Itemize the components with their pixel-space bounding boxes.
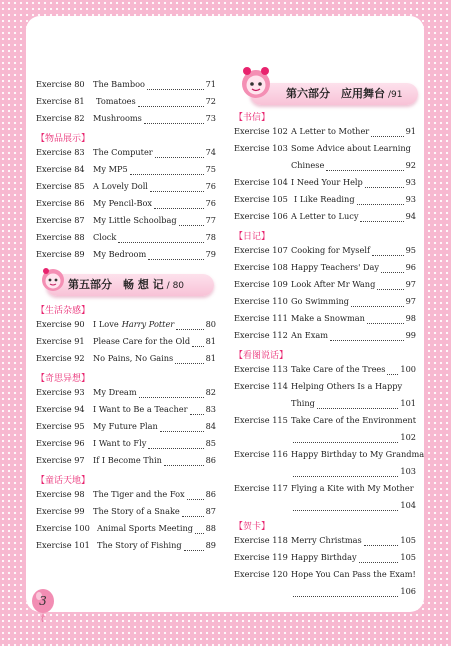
dot-leader xyxy=(360,220,403,222)
category-picture-talk: 【看图说话】 xyxy=(234,351,289,361)
toc-entry-continued[interactable]: 104 xyxy=(234,500,416,516)
toc-entry[interactable]: Exercise 105 I Like Reading 93 xyxy=(234,194,416,204)
toc-entry[interactable]: Exercise 116 Happy Birthday to My Grandma xyxy=(234,449,425,459)
dot-leader xyxy=(293,595,398,597)
dot-leader xyxy=(190,413,204,415)
toc-entry[interactable]: Exercise 108 Happy Teachers' Day 96 xyxy=(234,262,416,272)
dot-leader xyxy=(187,498,204,500)
dot-leader xyxy=(195,532,204,534)
toc-entry[interactable]: Exercise 109 Look After Mr Wang 97 xyxy=(234,279,416,289)
toc-entry[interactable]: Exercise 93 My Dream 82 xyxy=(36,387,216,397)
part6-title: 第六部分 应用舞台 xyxy=(286,87,385,100)
dot-leader xyxy=(351,305,404,307)
dot-leader xyxy=(184,549,204,551)
dot-leader xyxy=(138,105,204,107)
category-letters: 【书信】 xyxy=(234,113,271,123)
dot-leader xyxy=(372,254,404,256)
dot-leader xyxy=(155,156,204,158)
mascot-icon xyxy=(40,266,66,292)
dot-leader xyxy=(175,362,203,364)
toc-entry[interactable]: Exercise 83 The Computer 74 xyxy=(36,147,216,157)
dot-leader xyxy=(176,328,203,330)
toc-entry[interactable]: Exercise 94 I Want to Be a Teacher 83 xyxy=(36,404,216,414)
dot-leader xyxy=(179,224,204,226)
category-life: 【生活杂感】 xyxy=(36,306,91,316)
toc-entry[interactable]: Exercise 92 No Pains, No Gains 81 xyxy=(36,353,216,363)
toc-entry[interactable]: Exercise 87 My Little Schoolbag 77 xyxy=(36,215,216,225)
part6-banner[interactable] xyxy=(250,83,418,105)
dot-leader xyxy=(326,169,403,171)
toc-entry[interactable]: Exercise 90 I Love Harry Potter 80 xyxy=(36,319,216,329)
toc-entry[interactable]: Exercise 97 If I Become Thin 86 xyxy=(36,455,216,465)
part5-banner[interactable] xyxy=(46,274,214,296)
toc-entry-continued[interactable]: 102 xyxy=(234,432,416,448)
dot-leader xyxy=(164,464,204,466)
toc-entry[interactable]: Exercise 107 Cooking for Myself 95 xyxy=(234,245,416,255)
toc-entry[interactable]: Exercise 91 Please Care for the Old 81 xyxy=(36,336,216,346)
dot-leader xyxy=(381,271,404,273)
part5-page: / 80 xyxy=(166,281,185,291)
dot-leader xyxy=(130,173,204,175)
toc-entry[interactable]: Exercise 100 Animal Sports Meeting 88 xyxy=(36,523,216,533)
toc-entry[interactable]: Exercise 99 The Story of a Snake 87 xyxy=(36,506,216,516)
dot-leader xyxy=(377,288,403,290)
dot-leader xyxy=(148,258,203,260)
dot-leader xyxy=(317,407,398,409)
toc-entry[interactable]: Exercise 120 Hope You Can Pass the Exam! xyxy=(234,569,416,579)
toc-entry[interactable]: Exercise 104 I Need Your Help 93 xyxy=(234,177,416,187)
dot-leader xyxy=(293,475,398,477)
part5-title: 第五部分 畅 想 记 xyxy=(68,278,164,291)
dot-leader xyxy=(154,207,204,209)
category-items: 【物品展示】 xyxy=(36,134,91,144)
toc-entry-continued[interactable]: Chinese 92 xyxy=(291,160,416,170)
toc-card xyxy=(26,16,424,612)
toc-entry[interactable]: Exercise 84 My MP5 75 xyxy=(36,164,216,174)
part6-page: /91 xyxy=(388,90,403,100)
toc-entry-continued[interactable]: 106 xyxy=(234,586,416,602)
toc-entry[interactable]: Exercise 117 Flying a Kite with My Mother xyxy=(234,483,414,493)
toc-entry-continued[interactable]: 103 xyxy=(234,466,416,482)
page-number: 3 xyxy=(39,594,47,608)
category-diary: 【日记】 xyxy=(234,232,271,242)
dot-leader xyxy=(293,441,398,443)
toc-entry[interactable]: Exercise 115 Take Care of the Environment xyxy=(234,415,416,425)
dot-leader xyxy=(182,515,204,517)
toc-entry[interactable]: Exercise 114 Helping Others Is a Happy xyxy=(234,381,403,391)
toc-entry[interactable]: Exercise 106 A Letter to Lucy 94 xyxy=(234,211,416,221)
toc-entry[interactable]: Exercise 111 Make a Snowman 98 xyxy=(234,313,416,323)
toc-entry[interactable]: Exercise 119 Happy Birthday 105 xyxy=(234,552,416,562)
dot-leader xyxy=(147,88,204,90)
toc-entry[interactable]: Exercise 98 The Tiger and the Fox 86 xyxy=(36,489,216,499)
dot-leader xyxy=(160,430,204,432)
toc-entry[interactable]: Exercise 103 Some Advice about Learning xyxy=(234,143,411,153)
toc-entry[interactable]: Exercise 96 I Want to Fly 85 xyxy=(36,438,216,448)
toc-entry[interactable]: Exercise 118 Merry Christmas 105 xyxy=(234,535,416,545)
dot-leader xyxy=(330,339,404,341)
dot-leader xyxy=(365,186,404,188)
dot-leader xyxy=(359,561,399,563)
toc-entry[interactable]: Exercise 102 A Letter to Mother 91 xyxy=(234,126,416,136)
dot-leader xyxy=(192,345,204,347)
toc-entry[interactable]: Exercise 112 An Exam 99 xyxy=(234,330,416,340)
toc-entry[interactable]: Exercise 80 The Bamboo 71 xyxy=(36,79,216,89)
toc-entry[interactable]: Exercise 101 The Story of Fishing 89 xyxy=(36,540,216,550)
dot-leader xyxy=(357,203,404,205)
category-imagination: 【奇思异想】 xyxy=(36,374,91,384)
dot-leader xyxy=(367,322,404,324)
dot-leader xyxy=(364,544,399,546)
dot-leader xyxy=(118,241,203,243)
toc-entry[interactable]: Exercise 81 Tomatoes 72 xyxy=(36,96,216,106)
toc-entry[interactable]: Exercise 86 My Pencil-Box 76 xyxy=(36,198,216,208)
dot-leader xyxy=(148,447,203,449)
toc-entry[interactable]: Exercise 95 My Future Plan 84 xyxy=(36,421,216,431)
category-cards: 【贺卡】 xyxy=(234,522,271,532)
dot-leader xyxy=(144,122,204,124)
dot-leader xyxy=(150,190,204,192)
dot-leader xyxy=(139,396,204,398)
toc-entry[interactable]: Exercise 85 A Lovely Doll 76 xyxy=(36,181,216,191)
dot-leader xyxy=(387,373,398,375)
toc-entry[interactable]: Exercise 110 Go Swimming 97 xyxy=(234,296,416,306)
mascot-icon xyxy=(238,64,274,100)
toc-entry[interactable]: Exercise 88 Clock 78 xyxy=(36,232,216,242)
dot-leader xyxy=(293,509,398,511)
category-fairy-tales: 【童话天地】 xyxy=(36,476,91,486)
toc-entry[interactable]: Exercise 89 My Bedroom 79 xyxy=(36,249,216,259)
toc-entry-continued[interactable]: Thing 101 xyxy=(291,398,416,408)
toc-entry[interactable]: Exercise 113 Take Care of the Trees 100 xyxy=(234,364,416,374)
toc-entry[interactable]: Exercise 82 Mushrooms 73 xyxy=(36,113,216,123)
dot-leader xyxy=(371,135,403,137)
page-number-badge xyxy=(30,588,56,616)
